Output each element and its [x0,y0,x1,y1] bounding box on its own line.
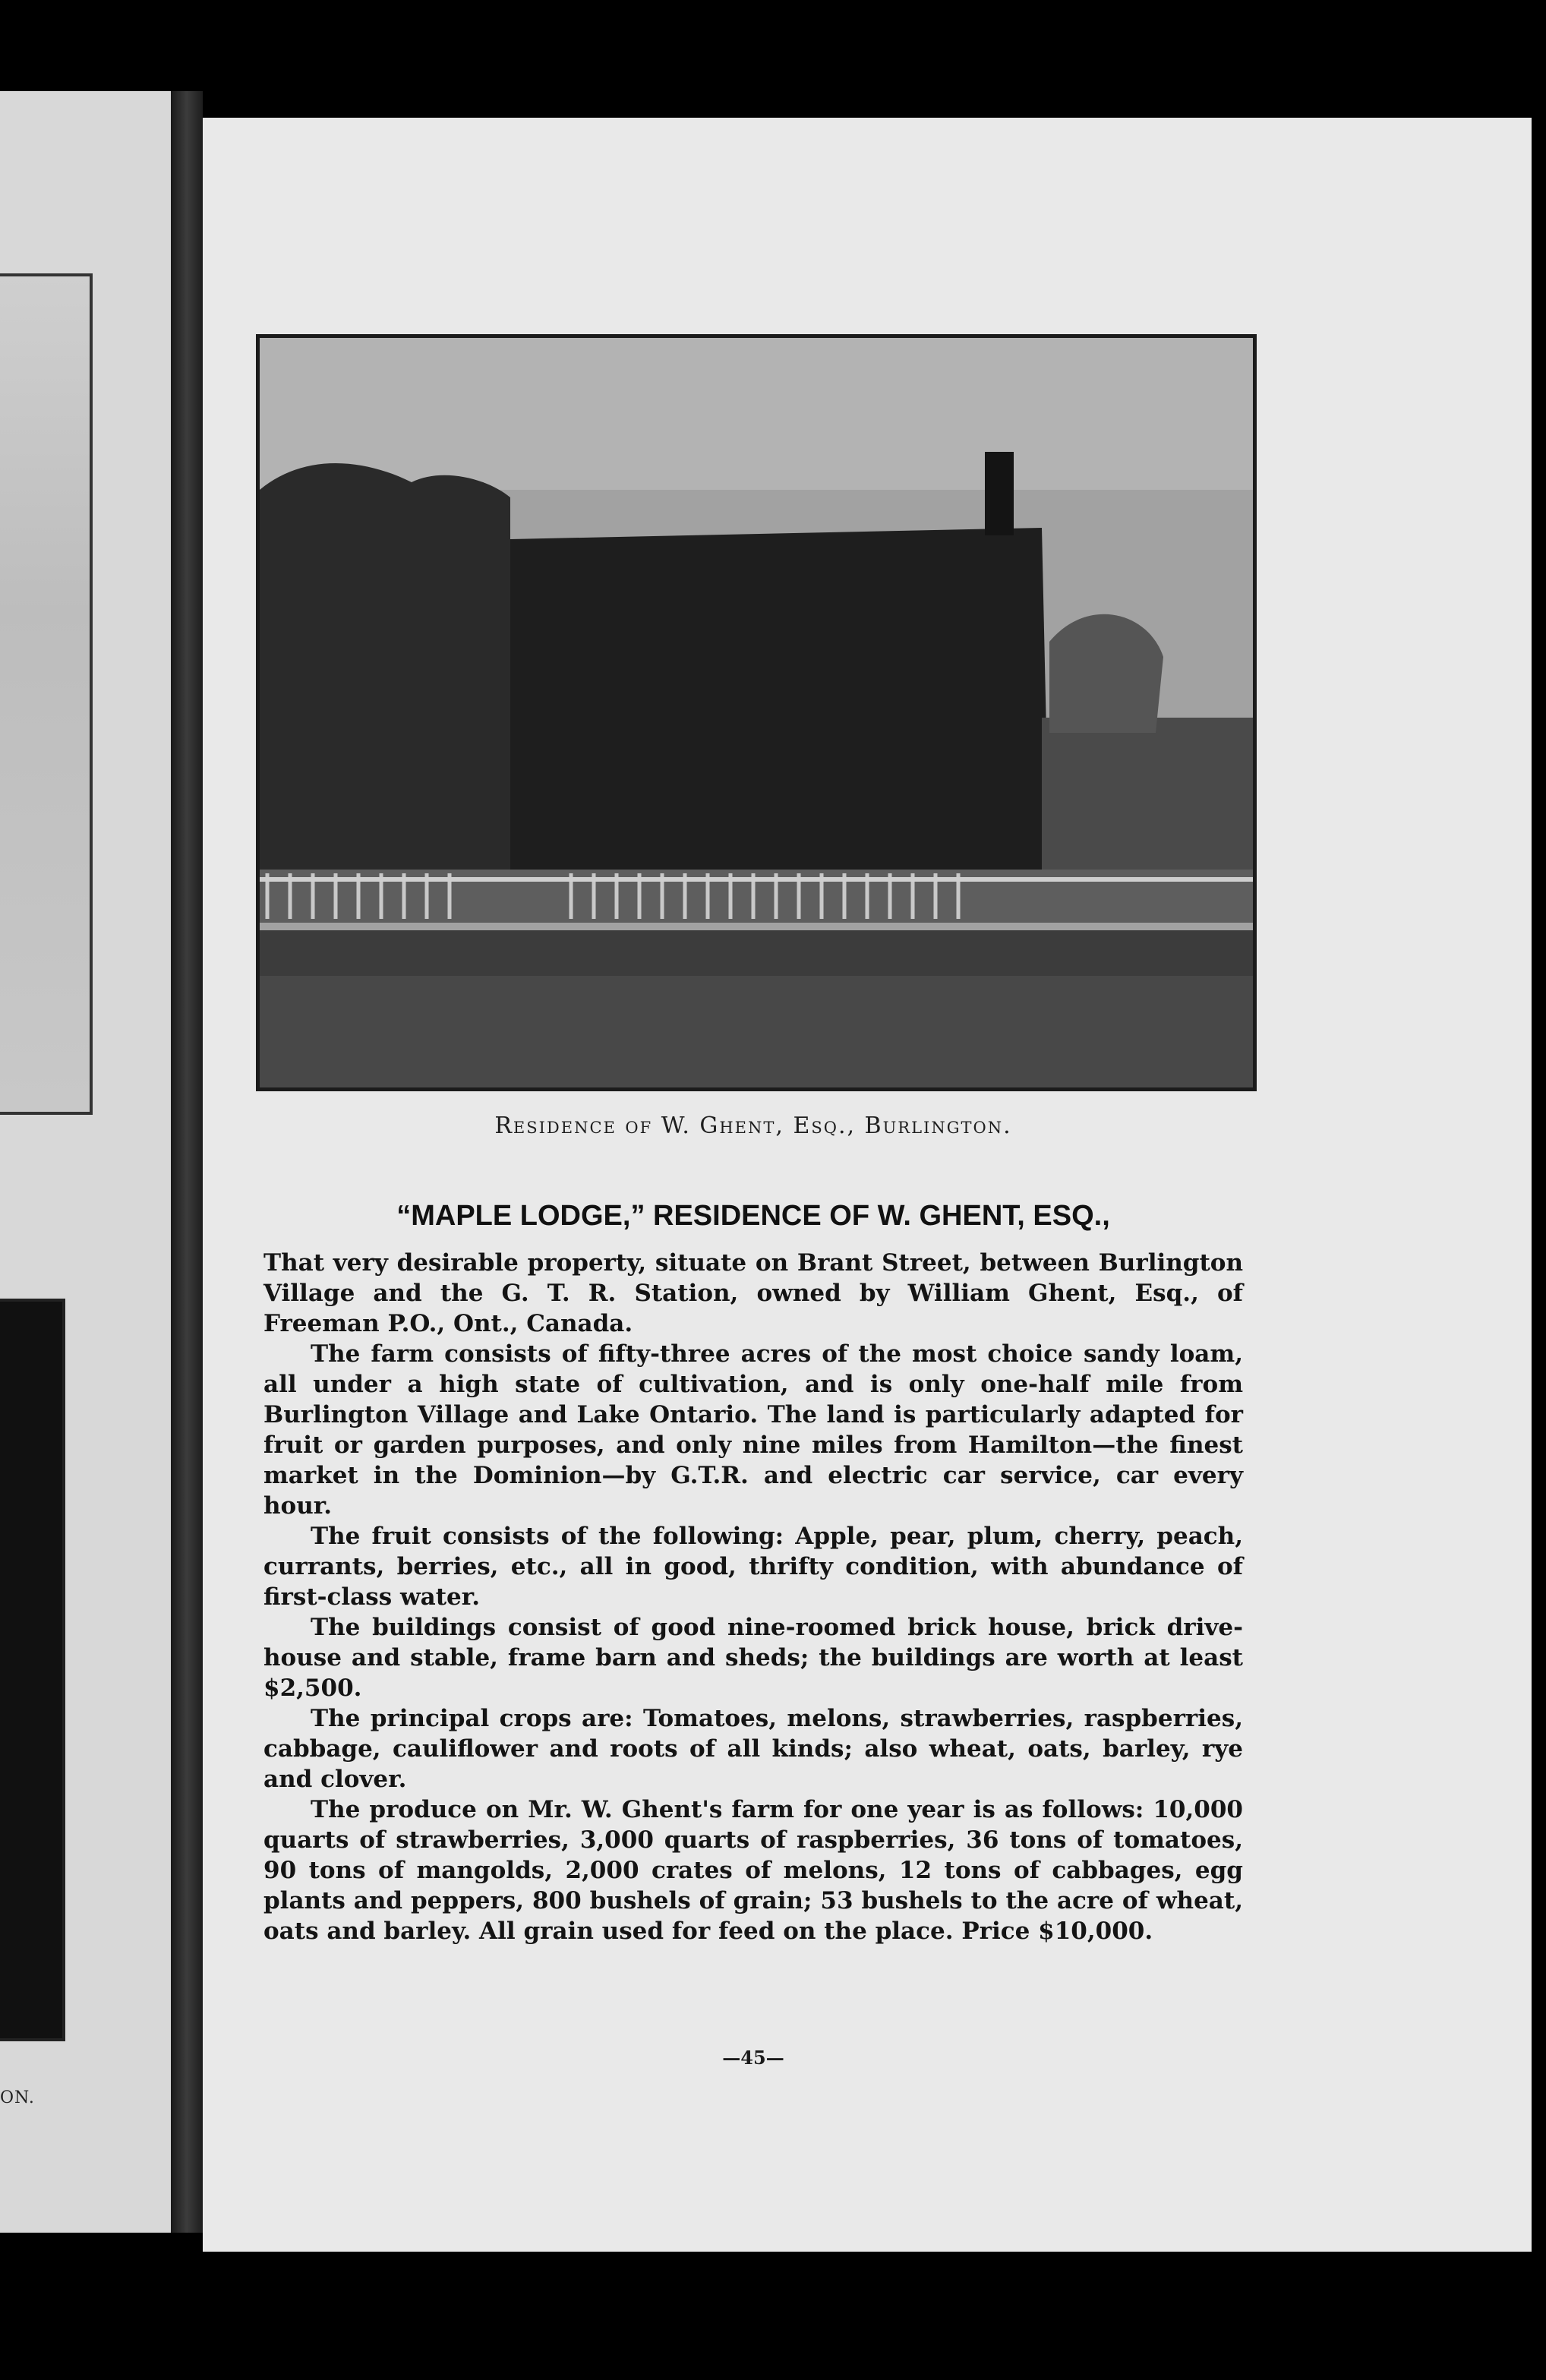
document-page [203,118,1532,2252]
paragraph-intro: That very desirable property, situate on Brant Street, between Burlington Village and the G. T. R. Station, owned by William Ghent, Esq., of Freeman P.O., Ont., Canada. [263,1249,1243,1337]
adjacent-left-page [0,91,171,2233]
article-body [263,1248,1243,1946]
paragraph-produce: The produce on Mr. W. Ghent's farm for one year is as follows: 10,000 quarts of strawberries, 3,000 quarts of raspberries, 36 tons of tomatoes, 90 tons of mangolds, 2,000 crates of melons, 12 tons of cabbages, egg plants and peppers, 800 bushels of grain; 53 bushels to the acre of wheat, oats and barley. All grain used for feed on the place. Price $10,000. [263,1796,1243,1945]
page-number: —45— [722,2047,784,2069]
paragraph-farm: The farm consists of fifty-three acres of the most choice sandy loam, all under a high state of cultivation, and is only one-half mile from Burlington Village and Lake Ontario. The land is particularly adapted for fruit or garden purposes, and only nine miles from Hamilton—the finest market in the Dominion—by G.T.R. and electric car service, car every hour. [263,1340,1243,1520]
left-page-caption-fragment: ON. [0,2088,35,2107]
book-spine [171,91,203,2233]
residence-photograph [256,334,1257,1091]
left-page-photo-top [0,273,93,1115]
paragraph-buildings: The buildings consist of good nine-roomed brick house, brick drive-house and stable, frame barn and sheds; the buildings are worth at least $2,500. [263,1614,1243,1702]
paragraph-crops: The principal crops are: Tomatoes, melons, strawberries, raspberries, cabbage, cauliflower and roots of all kinds; also wheat, oats, barley, rye and clover. [263,1705,1243,1793]
left-page-photo-bottom [0,1299,65,2041]
photo-caption: Residence of W. Ghent, Esq., Burlington. [494,1113,1012,1139]
article-heading: “MAPLE LODGE,” RESIDENCE OF W. GHENT, ESQ., [396,1200,1110,1232]
paragraph-fruit: The fruit consists of the following: Apple, pear, plum, cherry, peach, currants, berries, etc., all in good, thrifty condition, with abundance of first-class water. [263,1523,1243,1611]
